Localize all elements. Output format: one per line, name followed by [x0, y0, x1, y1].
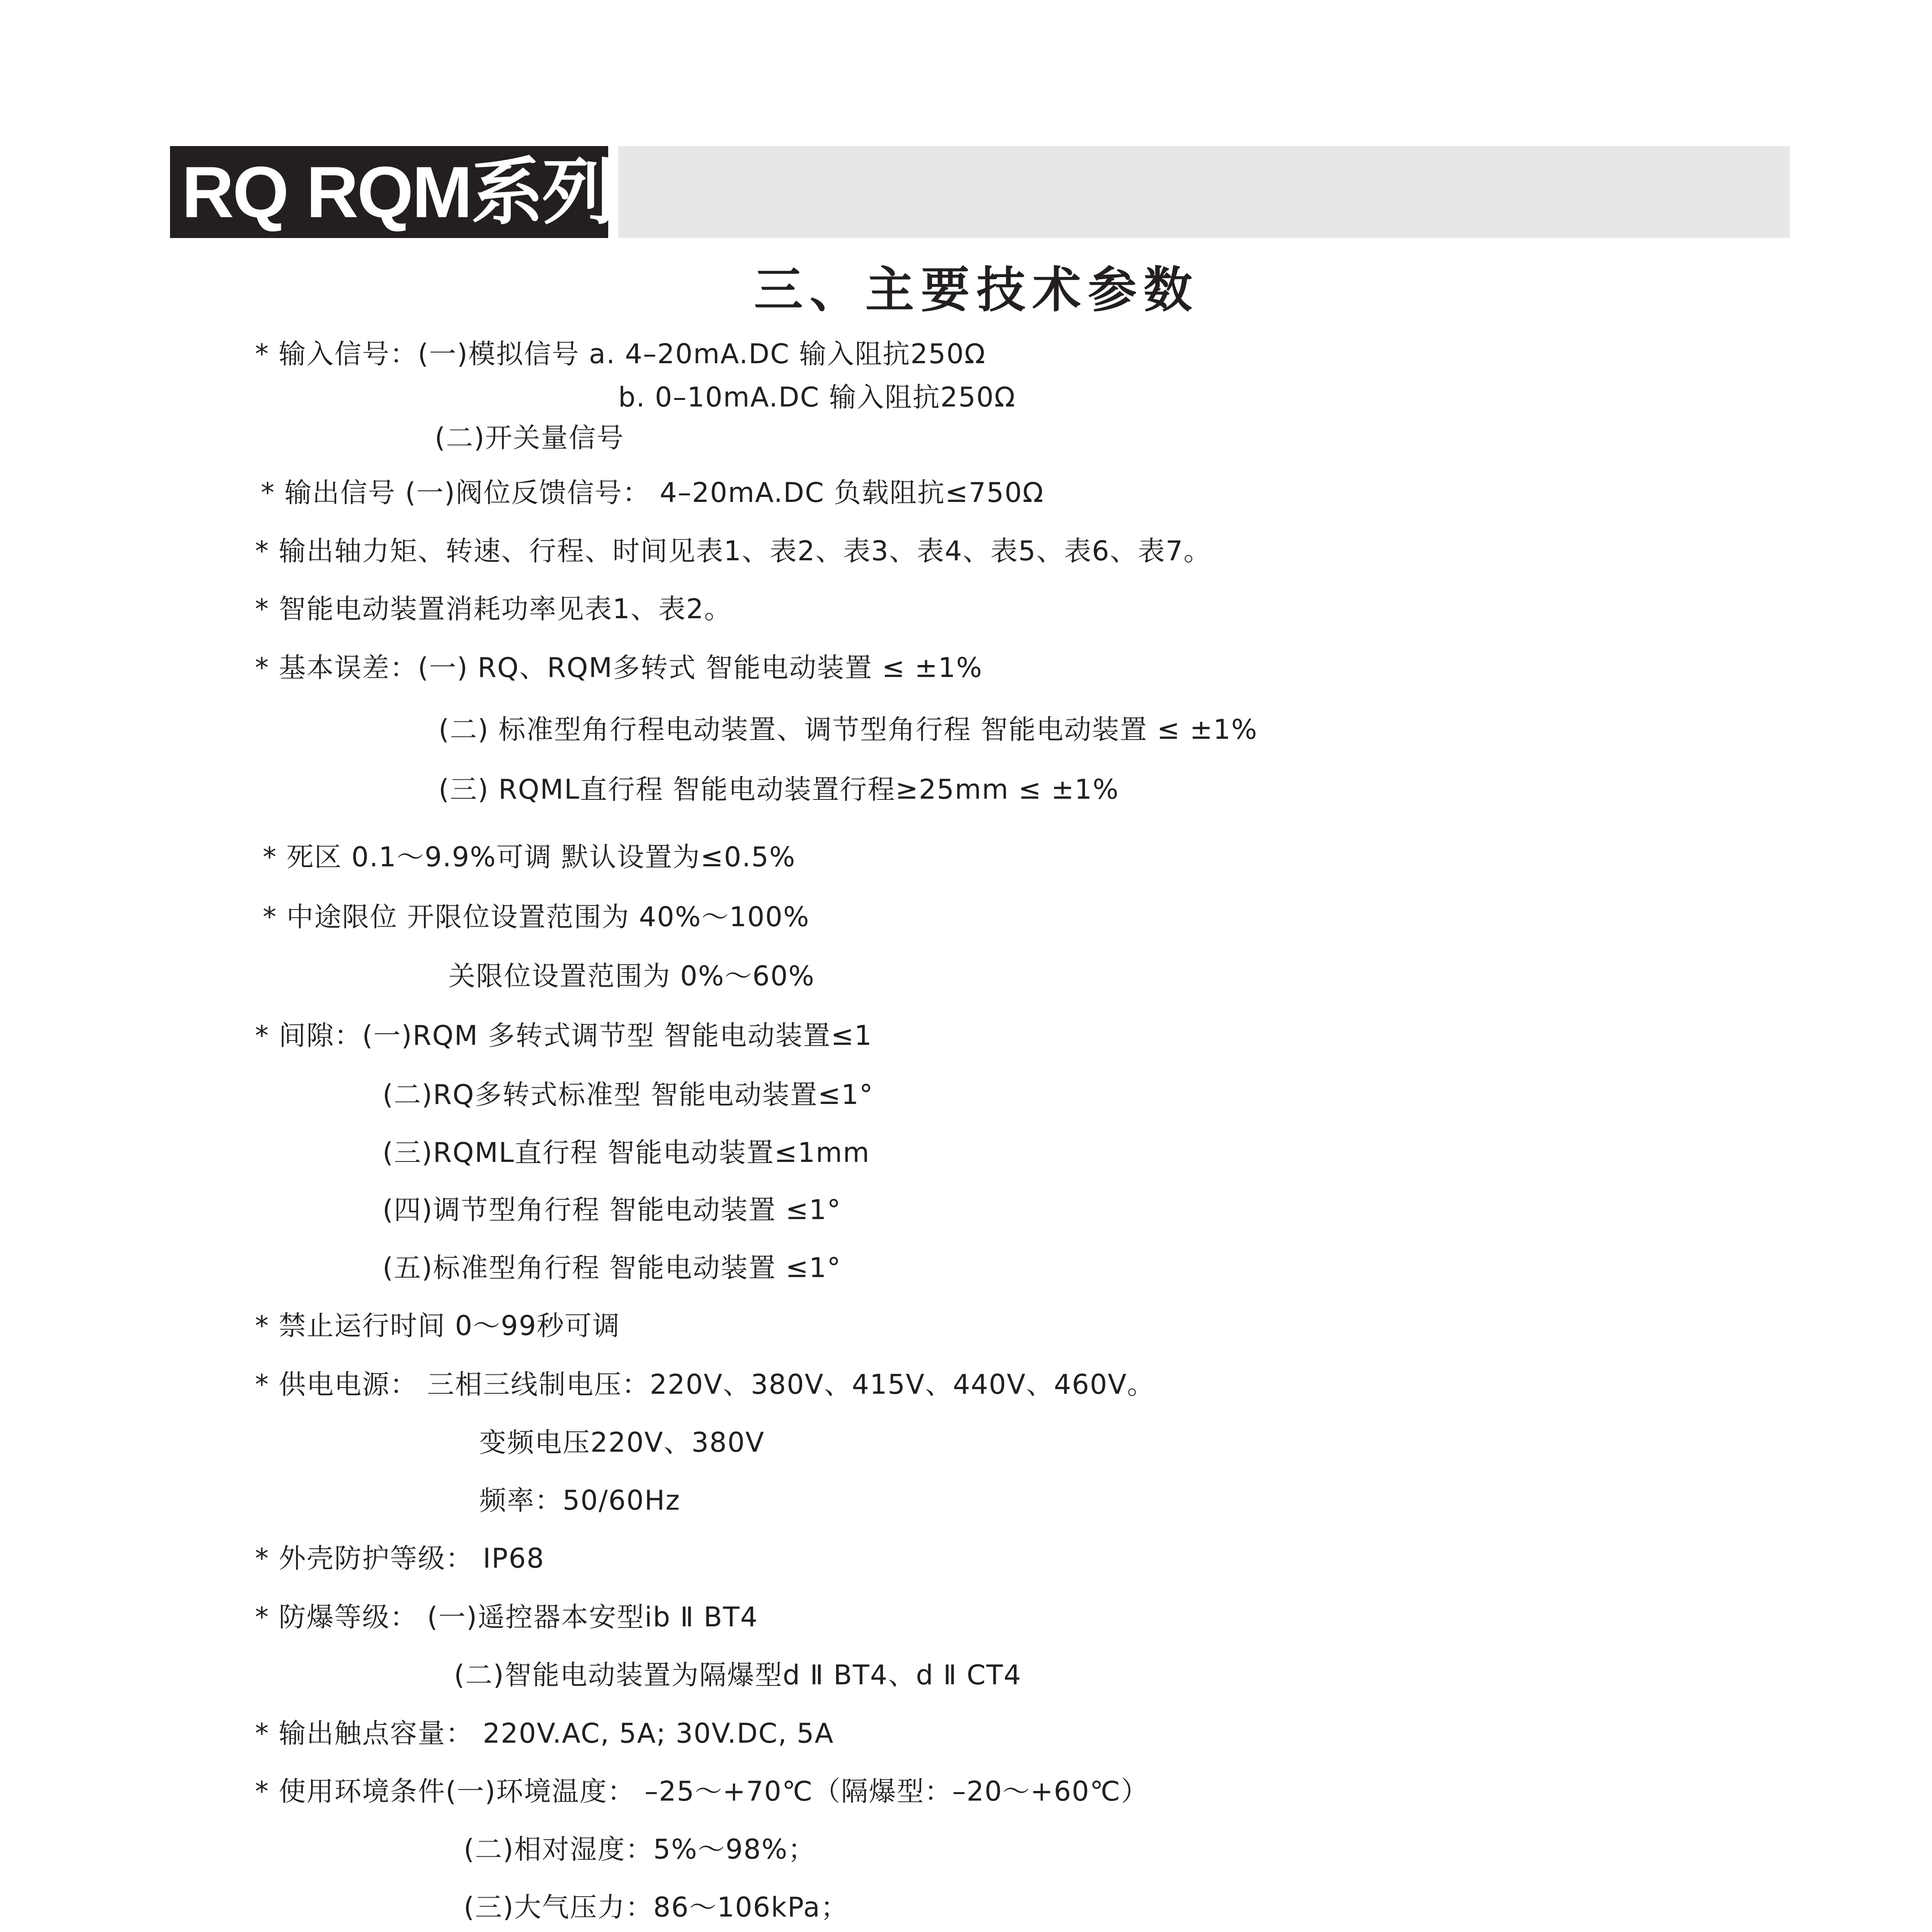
- spec-enclosure: * 外壳防护等级： IP68: [255, 1543, 545, 1574]
- spec-gap-3: (三)RQML直行程 智能电动装置≤1mm: [383, 1137, 870, 1168]
- spec-basic-error-2: (二) 标准型角行程电动装置、调节型角行程 智能电动装置 ≤ ±1%: [439, 714, 1258, 745]
- spec-explosion-proof: * 防爆等级： (一)遥控器本安型ib Ⅱ BT4: [255, 1601, 759, 1633]
- spec-explosion-proof-2: (二)智能电动装置为隔爆型d Ⅱ BT4、d Ⅱ CT4: [454, 1659, 1022, 1691]
- spec-environment: * 使用环境条件(一)环境温度： –25～+70℃（隔爆型：–20～+60℃）: [255, 1776, 1149, 1807]
- spec-basic-error-3: (三) RQML直行程 智能电动装置行程≥25mm ≤ ±1%: [439, 774, 1119, 805]
- spec-gap-4: (四)调节型角行程 智能电动装置 ≤1°: [383, 1194, 842, 1226]
- spec-vfd-voltage: 变频电压220V、380V: [479, 1427, 765, 1458]
- spec-dead-zone: * 死区 0.1～9.9%可调 默认设置为≤0.5%: [263, 841, 796, 873]
- spec-midway-limit: * 中途限位 开限位设置范围为 40%～100%: [263, 901, 810, 933]
- spec-close-limit: 关限位设置范围为 0%～60%: [448, 960, 815, 992]
- spec-humidity: (二)相对湿度：5%～98%；: [464, 1833, 816, 1865]
- spec-no-run-time: * 禁止运行时间 0～99秒可调: [255, 1310, 621, 1342]
- series-header: RQ RQM系列: [170, 146, 608, 238]
- spec-input-signal: * 输入信号：(一)模拟信号 a. 4–20mA.DC 输入阻抗250Ω: [255, 338, 986, 370]
- spec-pressure: (三)大气压力：86～106kPa；: [464, 1891, 849, 1923]
- spec-gap-2: (二)RQ多转式标准型 智能电动装置≤1°: [383, 1079, 874, 1111]
- spec-basic-error: * 基本误差：(一) RQ、RQM多转式 智能电动装置 ≤ ±1%: [255, 652, 983, 684]
- spec-power-consumption: * 智能电动装置消耗功率见表1、表2。: [255, 593, 732, 625]
- spec-gap: * 间隙：(一)RQM 多转式调节型 智能电动装置≤1: [255, 1020, 872, 1051]
- spec-output-shaft: * 输出轴力矩、转速、行程、时间见表1、表2、表3、表4、表5、表6、表7。: [255, 535, 1212, 567]
- section-title: 三、主要技术参数: [754, 262, 1199, 318]
- spec-gap-5: (五)标准型角行程 智能电动装置 ≤1°: [383, 1252, 842, 1284]
- spec-output-signal: * 输出信号 (一)阀位反馈信号： 4–20mA.DC 负载阻抗≤750Ω: [261, 477, 1044, 509]
- spec-contact-capacity: * 输出触点容量： 220V.AC, 5A; 30V.DC, 5A: [255, 1718, 834, 1749]
- header-bar: [618, 146, 1790, 238]
- spec-frequency: 频率：50/60Hz: [479, 1485, 681, 1516]
- spec-power-supply: * 供电电源： 三相三线制电压：220V、380V、415V、440V、460V。: [255, 1369, 1155, 1400]
- spec-input-signal-b: b. 0–10mA.DC 输入阻抗250Ω: [618, 381, 1016, 413]
- spec-input-switch: (二)开关量信号: [435, 422, 624, 454]
